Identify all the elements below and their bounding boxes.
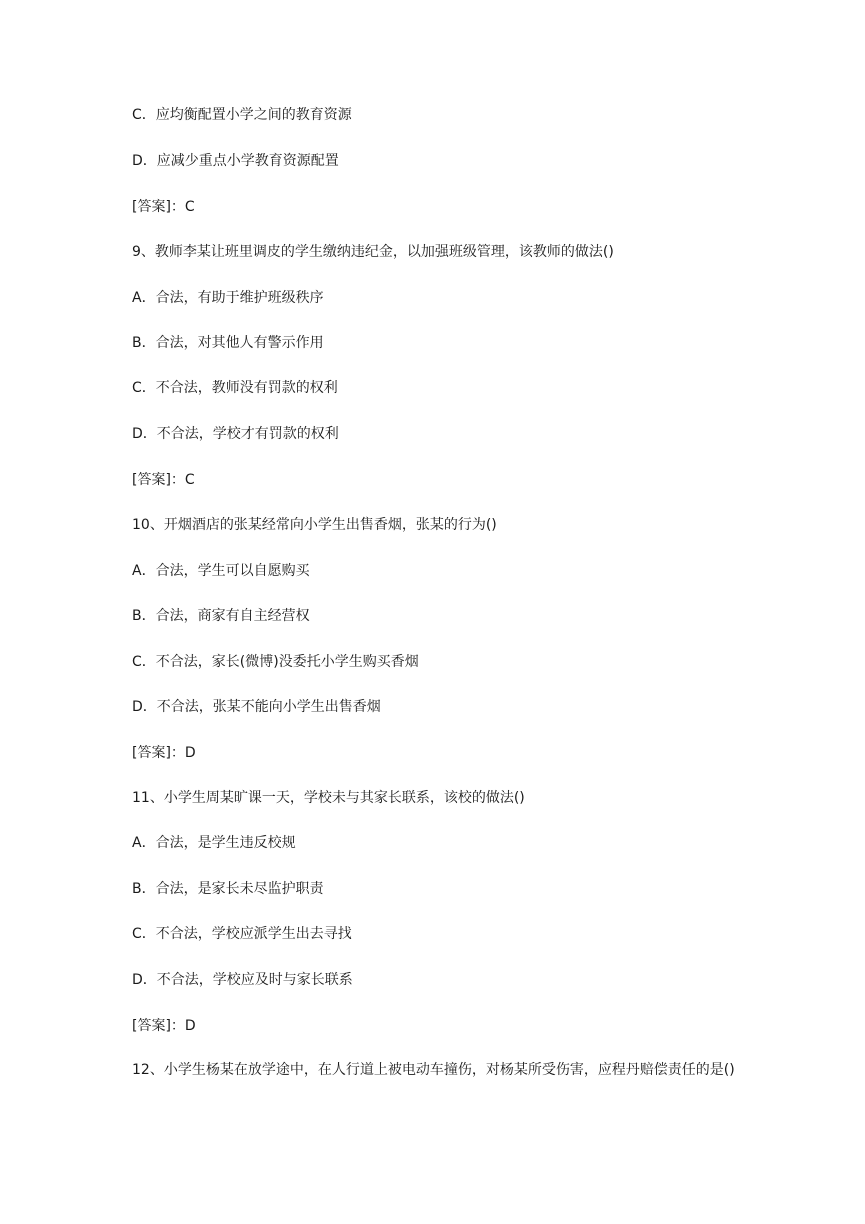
question-10: 10、开烟酒店的张某经常向小学生出售香烟，张某的行为() (132, 517, 497, 533)
option-b-q9: B．合法，对其他人有警示作用 (132, 335, 324, 351)
option-b-q10: B．合法，商家有自主经营权 (132, 608, 310, 624)
option-d-q10: D．不合法，张某不能向小学生出售香烟 (132, 699, 381, 715)
question-11: 11、小学生周某旷课一天，学校未与其家长联系，该校的做法() (132, 790, 525, 806)
option-a-q10: A．合法，学生可以自愿购买 (132, 563, 310, 579)
question-9: 9、教师李某让班里调皮的学生缴纳违纪金，以加强班级管理，该教师的做法() (132, 244, 614, 260)
option-c-q11: C．不合法，学校应派学生出去寻找 (132, 926, 352, 942)
option-a-q9: A．合法，有助于维护班级秩序 (132, 290, 324, 306)
option-c-q9: C．不合法，教师没有罚款的权利 (132, 380, 338, 396)
option-c-q10: C．不合法，家长(微博)没委托小学生购买香烟 (132, 654, 419, 670)
question-12: 12、小学生杨某在放学途中，在人行道上被电动车撞伤，对杨某所受伤害，应程丹赔偿责任的是() (132, 1062, 735, 1078)
answer-q8: [答案]：C (132, 199, 195, 215)
answer-q10: [答案]：D (132, 745, 196, 761)
option-d-q8: D．应减少重点小学教育资源配置 (132, 153, 339, 169)
option-d-q11: D．不合法，学校应及时与家长联系 (132, 972, 353, 988)
option-b-q11: B．合法，是家长未尽监护职责 (132, 881, 324, 897)
option-c-q8: C．应均衡配置小学之间的教育资源 (132, 107, 352, 123)
answer-q9: [答案]：C (132, 472, 195, 488)
option-a-q11: A．合法，是学生违反校规 (132, 835, 296, 851)
option-d-q9: D．不合法，学校才有罚款的权利 (132, 426, 339, 442)
answer-q11: [答案]：D (132, 1018, 196, 1034)
